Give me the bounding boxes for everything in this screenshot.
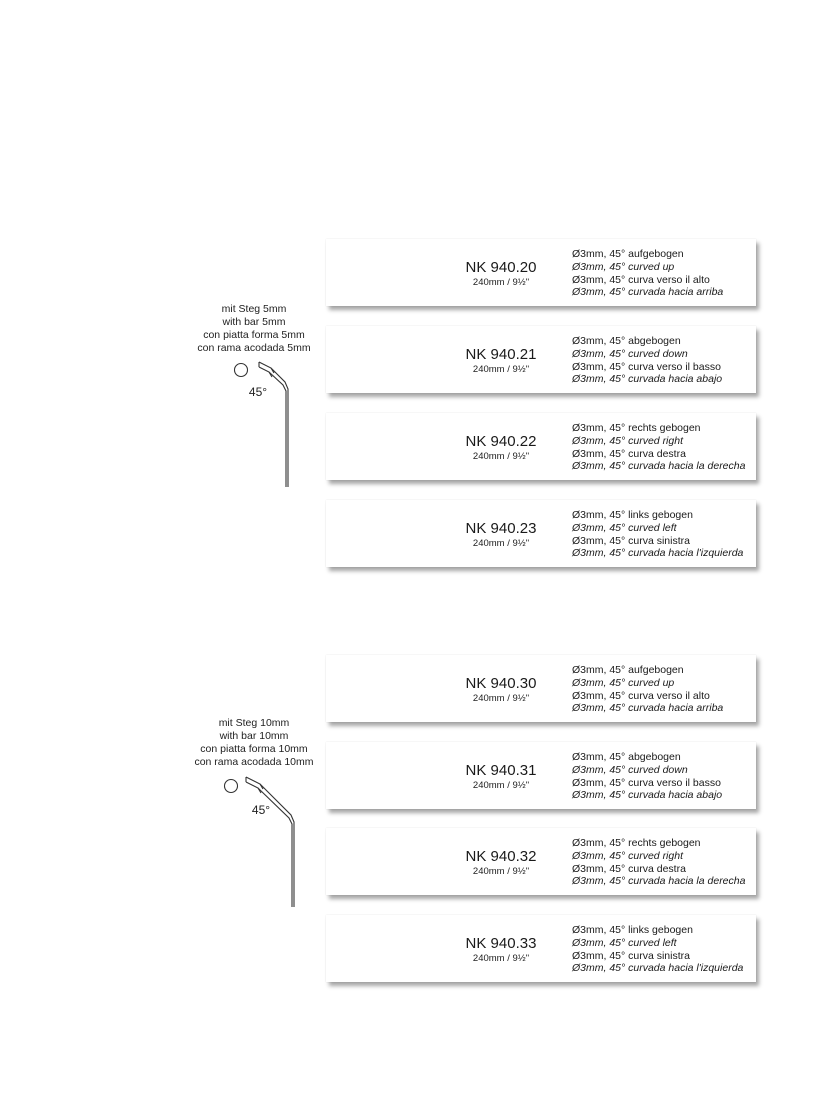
- desc-de: Ø3mm, 45° aufgebogen: [572, 248, 684, 260]
- product-size: 240mm / 9½": [472, 866, 530, 877]
- desc-en: Ø3mm, 45° curved up: [572, 260, 675, 273]
- variant-line-en: with bar 5mm: [222, 316, 286, 328]
- instrument-tip-drawing: [219, 775, 309, 910]
- product-card: [326, 828, 756, 895]
- product-descriptions: [572, 509, 743, 560]
- product-descriptions: [572, 837, 745, 888]
- desc-en: Ø3mm, 45° curved up: [572, 676, 675, 689]
- variant-line-es: con rama acodada 10mm: [194, 756, 314, 768]
- desc-it: Ø3mm, 45° curva verso il basso: [572, 776, 721, 789]
- product-card: [326, 655, 756, 722]
- desc-it: Ø3mm, 45° curva destra: [572, 862, 686, 875]
- product-size: 240mm / 9½": [472, 277, 530, 288]
- desc-es: Ø3mm, 45° curvada hacia abajo: [572, 373, 723, 386]
- variant-line-it: con piatta forma 5mm: [203, 329, 305, 341]
- product-card: [326, 239, 756, 306]
- desc-es: Ø3mm, 45° curvada hacia la derecha: [572, 460, 746, 473]
- desc-es: Ø3mm, 45° curvada hacia l'izquierda: [572, 547, 744, 560]
- desc-es: Ø3mm, 45° curvada hacia l'izquierda: [572, 962, 744, 975]
- desc-de: Ø3mm, 45° rechts gebogen: [572, 837, 701, 849]
- product-size: 240mm / 9½": [472, 780, 530, 791]
- cross-section-circle: [225, 780, 238, 793]
- desc-es: Ø3mm, 45° curvada hacia arriba: [572, 286, 724, 299]
- desc-en: Ø3mm, 45° curved right: [572, 434, 683, 447]
- product-size: 240mm / 9½": [472, 538, 530, 549]
- desc-de: Ø3mm, 45° abgebogen: [572, 751, 681, 763]
- desc-de: Ø3mm, 45° links gebogen: [572, 924, 693, 936]
- product-card: [326, 742, 756, 809]
- variant-line-de: mit Steg 5mm: [221, 303, 287, 315]
- product-size: 240mm / 9½": [472, 364, 530, 375]
- instrument-tip-drawing: [228, 359, 308, 489]
- product-code: NK 940.33: [465, 935, 537, 952]
- product-code: NK 940.23: [465, 520, 537, 537]
- desc-it: Ø3mm, 45° curva destra: [572, 447, 686, 460]
- product-code: NK 940.20: [465, 259, 537, 276]
- variant-line-it: con piatta forma 10mm: [200, 743, 308, 755]
- desc-en: Ø3mm, 45° curved right: [572, 849, 683, 862]
- product-card: [326, 413, 756, 480]
- desc-es: Ø3mm, 45° curvada hacia arriba: [572, 702, 724, 715]
- desc-es: Ø3mm, 45° curvada hacia la derecha: [572, 875, 746, 888]
- desc-en: Ø3mm, 45° curved down: [572, 347, 688, 360]
- product-descriptions: [572, 664, 723, 715]
- product-card: [326, 326, 756, 393]
- product-code: NK 940.22: [465, 433, 537, 450]
- angle-label: 45°: [251, 803, 271, 817]
- desc-de: Ø3mm, 45° aufgebogen: [572, 664, 684, 676]
- desc-es: Ø3mm, 45° curvada hacia abajo: [572, 789, 723, 802]
- product-card: [326, 500, 756, 567]
- desc-it: Ø3mm, 45° curva sinistra: [572, 949, 690, 962]
- product-descriptions: [572, 924, 743, 975]
- cross-section-circle: [235, 364, 248, 377]
- variant-line-es: con rama acodada 5mm: [197, 342, 311, 354]
- variant-label: [154, 303, 354, 355]
- product-code: NK 940.30: [465, 675, 537, 692]
- product-descriptions: [572, 335, 722, 386]
- angle-label: 45°: [248, 385, 268, 399]
- desc-en: Ø3mm, 45° curved left: [572, 521, 677, 534]
- desc-de: Ø3mm, 45° rechts gebogen: [572, 422, 701, 434]
- product-descriptions: [572, 751, 722, 802]
- product-size: 240mm / 9½": [472, 451, 530, 462]
- desc-en: Ø3mm, 45° curved left: [572, 936, 677, 949]
- desc-it: Ø3mm, 45° curva sinistra: [572, 534, 690, 547]
- product-code: NK 940.21: [465, 346, 537, 363]
- product-descriptions: [572, 422, 745, 473]
- product-code: NK 940.31: [465, 762, 537, 779]
- product-code: NK 940.32: [465, 848, 537, 865]
- product-card: [326, 915, 756, 982]
- desc-de: Ø3mm, 45° links gebogen: [572, 509, 693, 521]
- desc-it: Ø3mm, 45° curva verso il basso: [572, 360, 721, 373]
- product-size: 240mm / 9½": [472, 693, 530, 704]
- desc-it: Ø3mm, 45° curva verso il alto: [572, 689, 710, 702]
- variant-line-en: with bar 10mm: [219, 730, 289, 742]
- product-size: 240mm / 9½": [472, 953, 530, 964]
- variant-label: [154, 717, 354, 769]
- desc-en: Ø3mm, 45° curved down: [572, 763, 688, 776]
- desc-de: Ø3mm, 45° abgebogen: [572, 335, 681, 347]
- variant-line-de: mit Steg 10mm: [218, 717, 290, 729]
- product-descriptions: [572, 248, 723, 299]
- desc-it: Ø3mm, 45° curva verso il alto: [572, 273, 710, 286]
